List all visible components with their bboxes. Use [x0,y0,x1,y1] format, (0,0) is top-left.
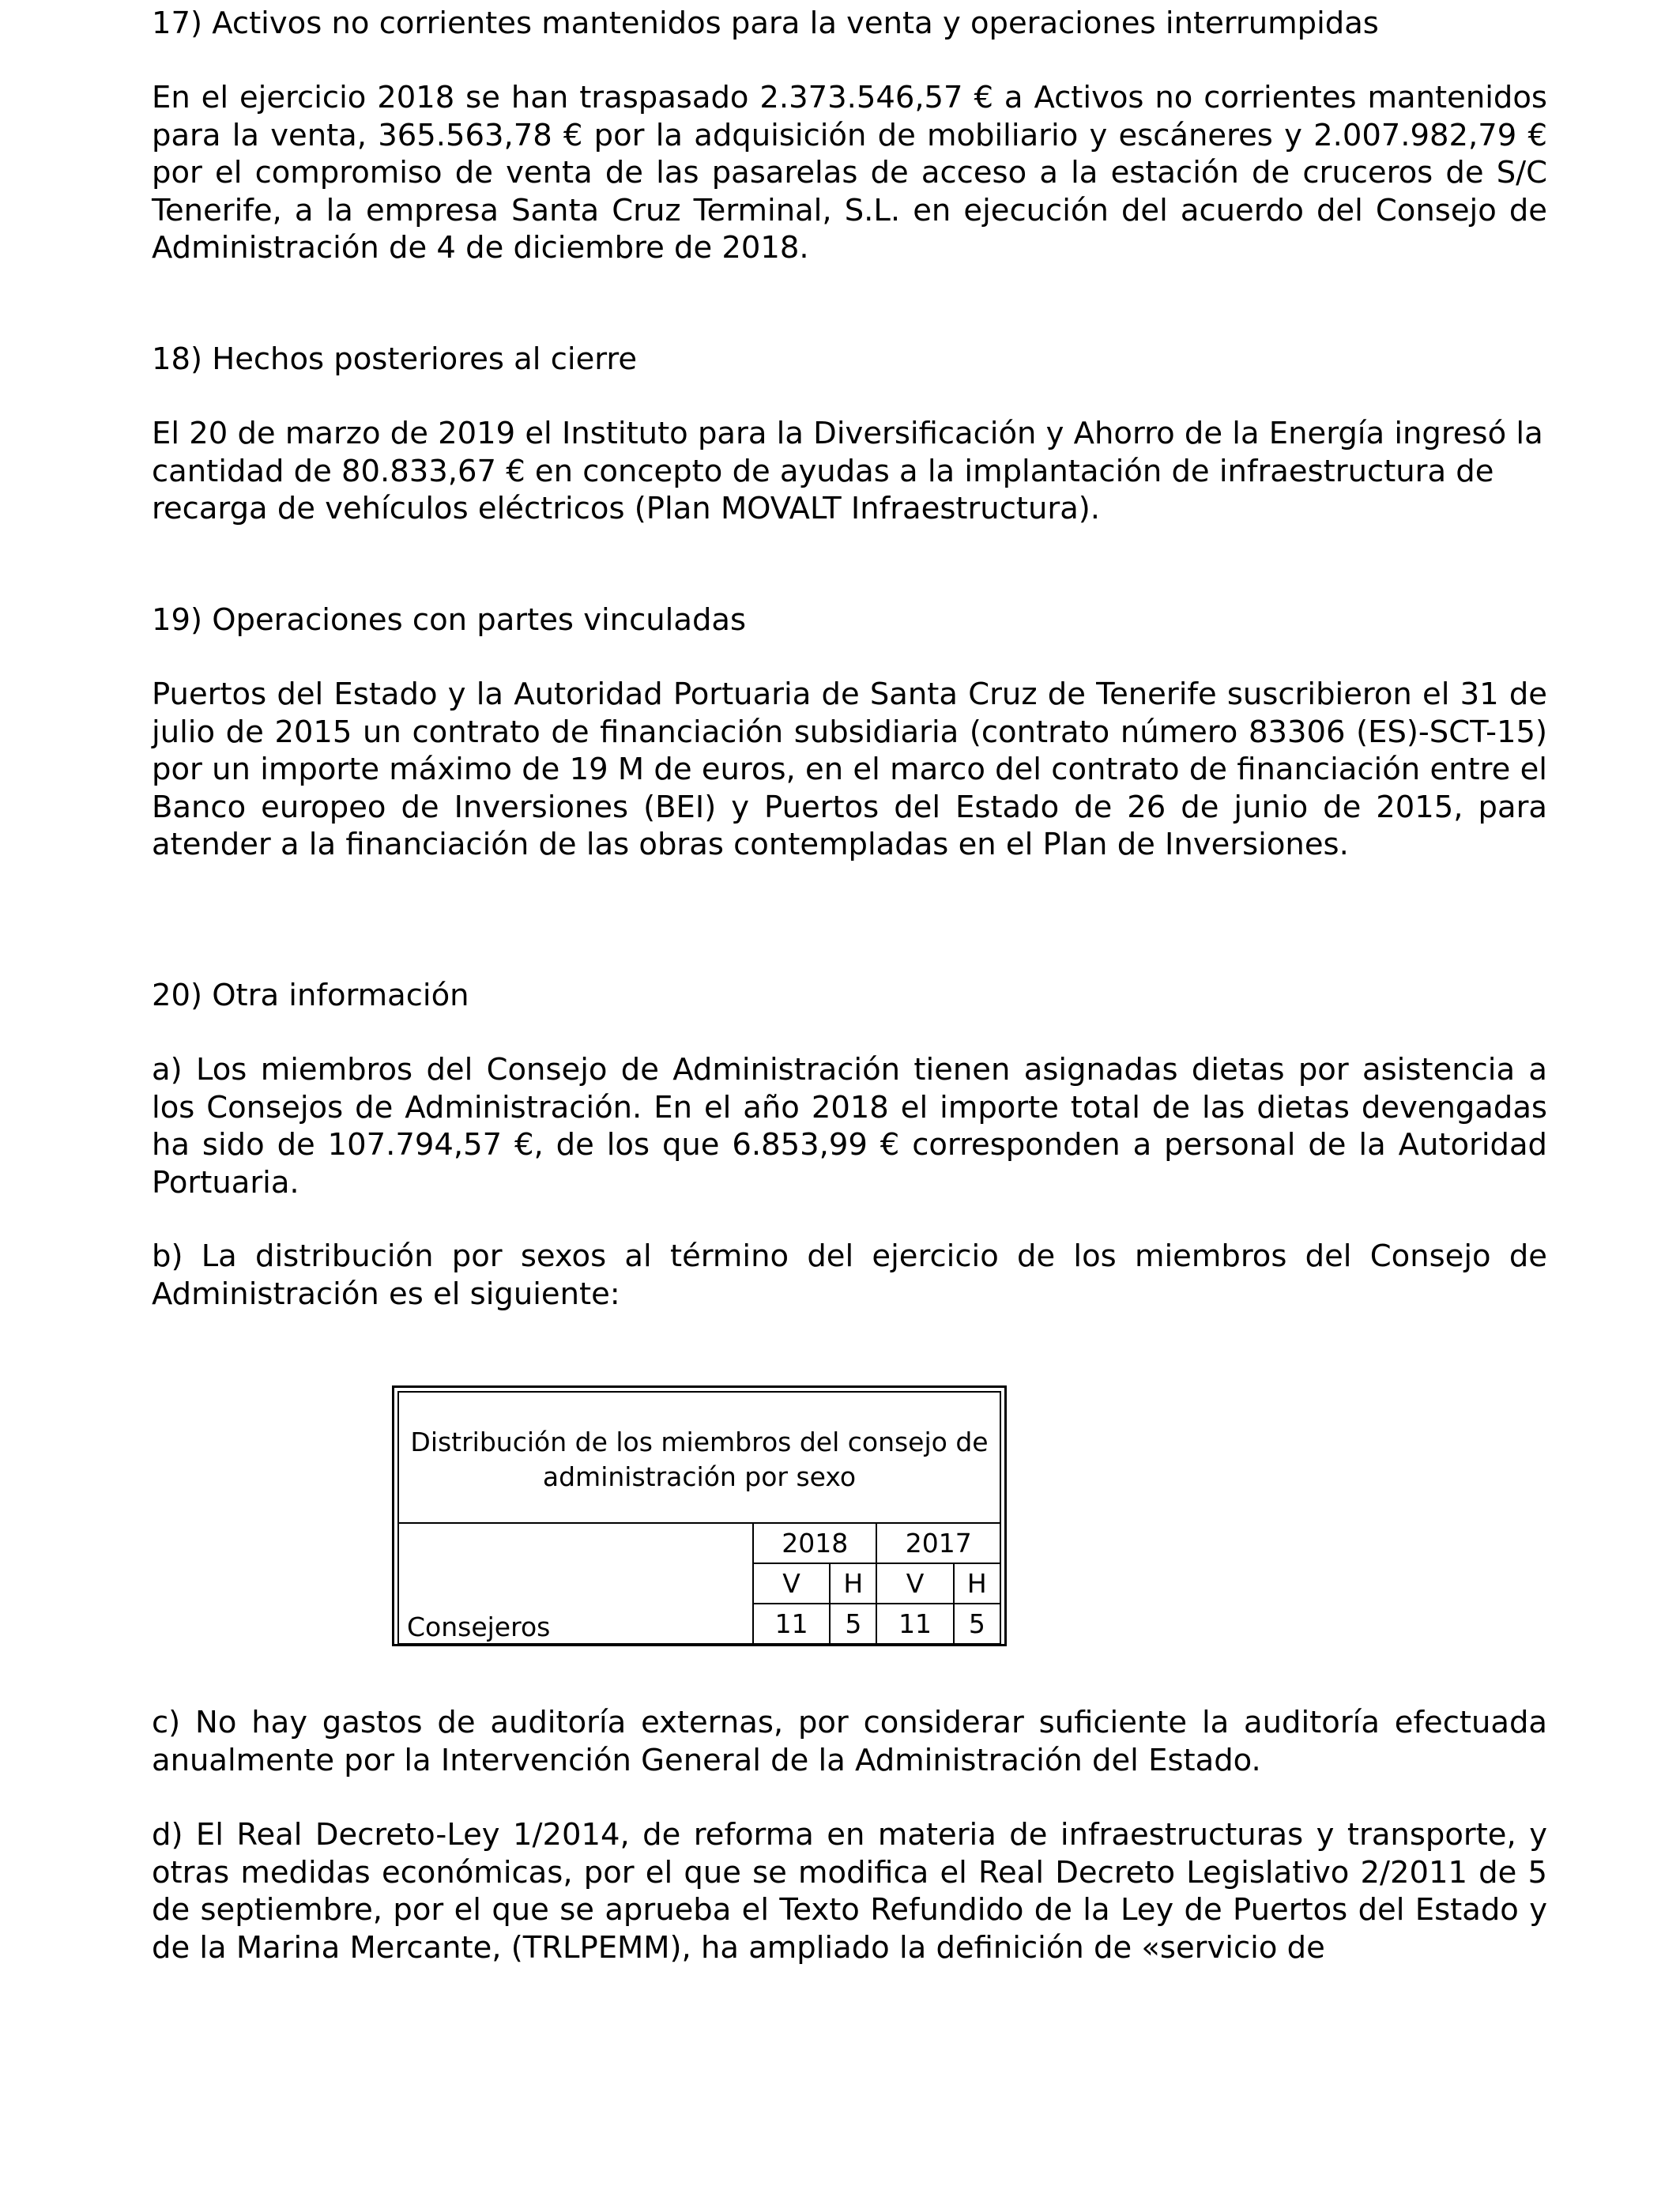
sex-header-v-2017: V [876,1563,953,1604]
value-v-2017: 11 [876,1604,953,1644]
section-20-heading: 20) Otra información [152,978,469,1013]
distribution-table [397,1391,1001,1645]
row-label-consejeros: Consejeros [398,1523,753,1644]
section-17-heading: 17) Activos no corrientes mantenidos para la venta y operaciones interrumpidas [152,6,1379,41]
year-2017-header: 2017 [876,1523,1000,1563]
section-17-paragraph: En el ejercicio 2018 se han traspasado 2.373.546,57 € a Activos no corrientes mantenidos para la venta, 365.563,78 € por la adquisición de mobiliario y escáneres y 2.007.982,79 € por el compromiso de venta de las pasarelas de acceso a la estación de cruceros de S/C Tenerife, a la empresa Santa Cruz Terminal, S.L. en ejecución del acuerdo del Consejo de Administración de 4 de diciembre de 2018. [152,80,1547,266]
value-h-2017: 5 [954,1604,1000,1644]
section-20-paragraph-b: b) La distribución por sexos al término del ejercicio de los miembros del Consejo de Administración es el siguiente: [152,1238,1547,1312]
value-v-2018: 11 [753,1604,830,1644]
section-20-paragraph-a: a) Los miembros del Consejo de Administración tienen asignadas dietas por asistencia a los Consejos de Administración. En el año 2018 el importe total de las dietas devengadas ha sido de 107.794,57 €, de los que 6.853,99 € corresponden a personal de la Autoridad Portuaria. [152,1052,1547,1201]
section-18-paragraph: El 20 de marzo de 2019 el Instituto para la Diversificación y Ahorro de la Energía ingresó la cantidad de 80.833,67 € en concepto de ayudas a la implantación de infraestructura de recarga de vehículos eléctricos (Plan MOVALT Infraestructura). [152,416,1543,526]
value-h-2018: 5 [830,1604,876,1644]
section-19-paragraph: Puertos del Estado y la Autoridad Portuaria de Santa Cruz de Tenerife suscribieron el 31 de julio de 2015 un contrato de financiación subsidiaria (contrato número 83306 (ES)-SCT-15) por un importe máximo de 19 M de euros, en el marco del contrato de financiación entre el Banco europeo de Inversiones (BEI) y Puertos del Estado de 26 de junio de 2015, para atender a la financiación de las obras contempladas en el Plan de Inversiones. [152,677,1547,862]
section-20-paragraph-c: c) No hay gastos de auditoría externas, por considerar suficiente la auditoría efectuada anualmente por la Intervención General de la Administración del Estado. [152,1705,1547,1778]
sex-header-h-2018: H [830,1563,876,1604]
table-caption: Distribución de los miembros del consejo de administración por sexo [398,1392,1000,1523]
sex-header-v-2018: V [753,1563,830,1604]
board-distribution-table [392,1385,1007,1646]
year-2018-header: 2018 [753,1523,876,1563]
section-18-heading: 18) Hechos posteriores al cierre [152,341,638,377]
section-19-heading: 19) Operaciones con partes vinculadas [152,602,747,638]
sex-header-h-2017: H [954,1563,1000,1604]
section-20-paragraph-d: d) El Real Decreto-Ley 1/2014, de reforma en materia de infraestructuras y transporte, y otras medidas económicas, por el que se modifica el Real Decreto Legislativo 2/2011 de 5 de septiembre, por el que se aprueba el Texto Refundido de la Ley de Puertos del Estado y de la Marina Mercante, (TRLPEMM), ha ampliado la definición de «servicio de [152,1817,1547,1966]
